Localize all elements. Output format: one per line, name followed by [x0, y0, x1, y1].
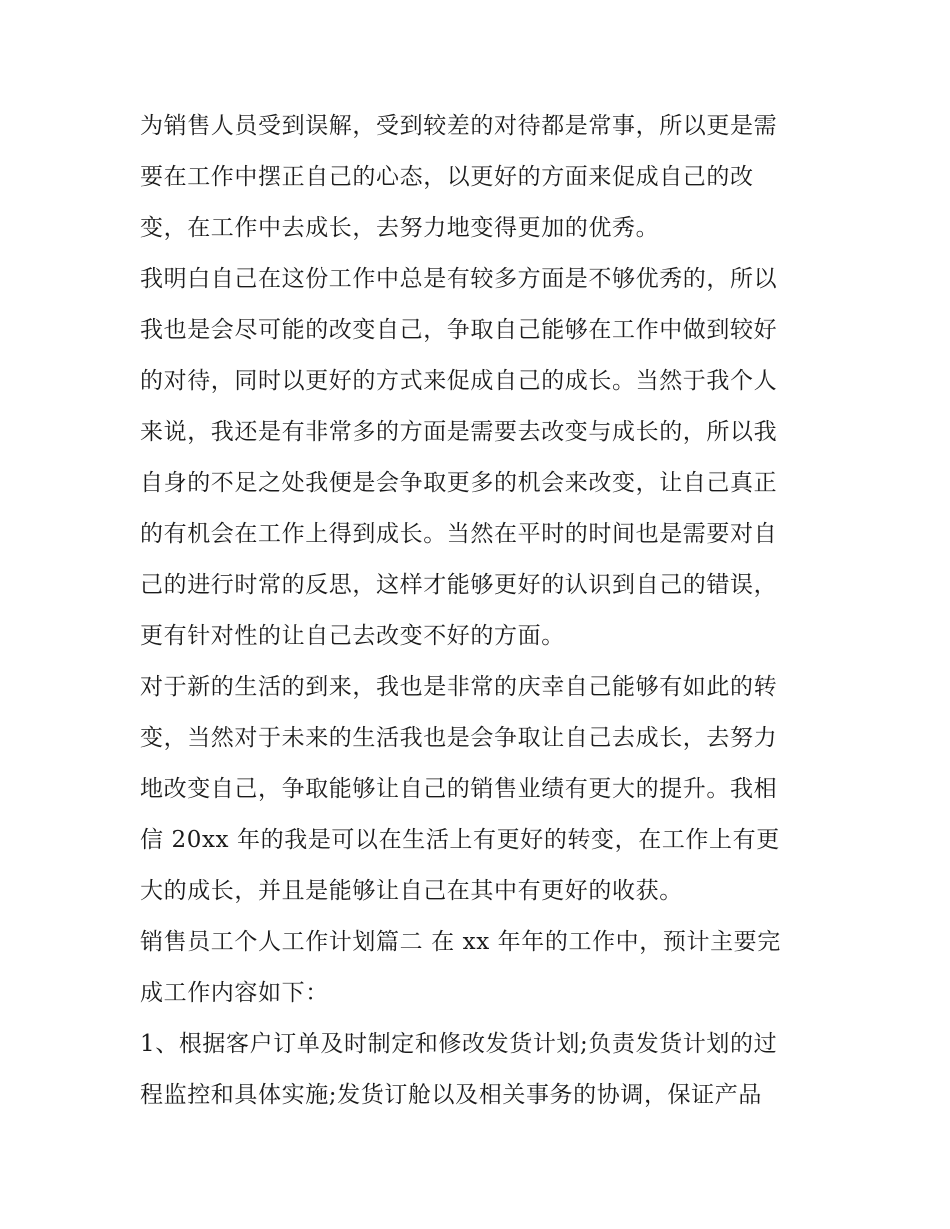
text-line: 更有针对性的让自己去改变不好的方面。 — [140, 623, 565, 649]
text-line: 成工作内容如下： — [140, 980, 329, 1006]
paragraph-5 — [140, 1019, 815, 1121]
text-line: 为销售人员受到误解，受到较差的对待都是常事，所以更是需 — [140, 113, 778, 139]
text-line: 来说，我还是有非常多的方面是需要去改变与成长的，所以我 — [140, 419, 778, 445]
document-body — [140, 101, 815, 1121]
text-line: 程监控和具体实施;发货订舱以及相关事务的协调，保证产品 — [140, 1082, 762, 1108]
text-line: 大的成长，并且是能够让自己在其中有更好的收获。 — [140, 878, 683, 904]
text-line: 1、根据客户订单及时制定和修改发货计划;负责发货计划的过 — [140, 1031, 778, 1057]
text-line: 自身的不足之处我便是会争取更多的机会来改变，让自己真正 — [140, 470, 778, 496]
text-line: 的对待，同时以更好的方式来促成自己的成长。当然于我个人 — [140, 368, 778, 394]
text-line: 的有机会在工作上得到成长。当然在平时的时间也是需要对自 — [140, 521, 778, 547]
text-line: 地改变自己，争取能够让自己的销售业绩有更大的提升。我相 — [140, 776, 778, 802]
text-line: 己的进行时常的反思，这样才能够更好的认识到自己的错误， — [140, 572, 778, 598]
text-line: 信 20xx 年的我是可以在生活上有更好的转变，在工作上有更 — [140, 827, 780, 853]
text-line: 我也是会尽可能的改变自己，争取自己能够在工作中做到较好 — [140, 317, 778, 343]
paragraph-2 — [140, 254, 815, 662]
paragraph-3 — [140, 662, 815, 917]
text-line: 对于新的生活的到来，我也是非常的庆幸自己能够有如此的转 — [140, 674, 778, 700]
text-line: 我明白自己在这份工作中总是有较多方面是不够优秀的，所以 — [140, 266, 778, 292]
text-line: 销售员工个人工作计划篇二 在 xx 年年的工作中，预计主要完 — [140, 929, 781, 955]
text-line: 变，在工作中去成长，去努力地变得更加的优秀。 — [140, 215, 660, 241]
paragraph-4 — [140, 917, 815, 1019]
paragraph-1 — [140, 101, 815, 254]
text-line: 变，当然对于未来的生活我也是会争取让自己去成长，去努力 — [140, 725, 778, 751]
text-line: 要在工作中摆正自己的心态，以更好的方面来促成自己的改 — [140, 164, 754, 190]
